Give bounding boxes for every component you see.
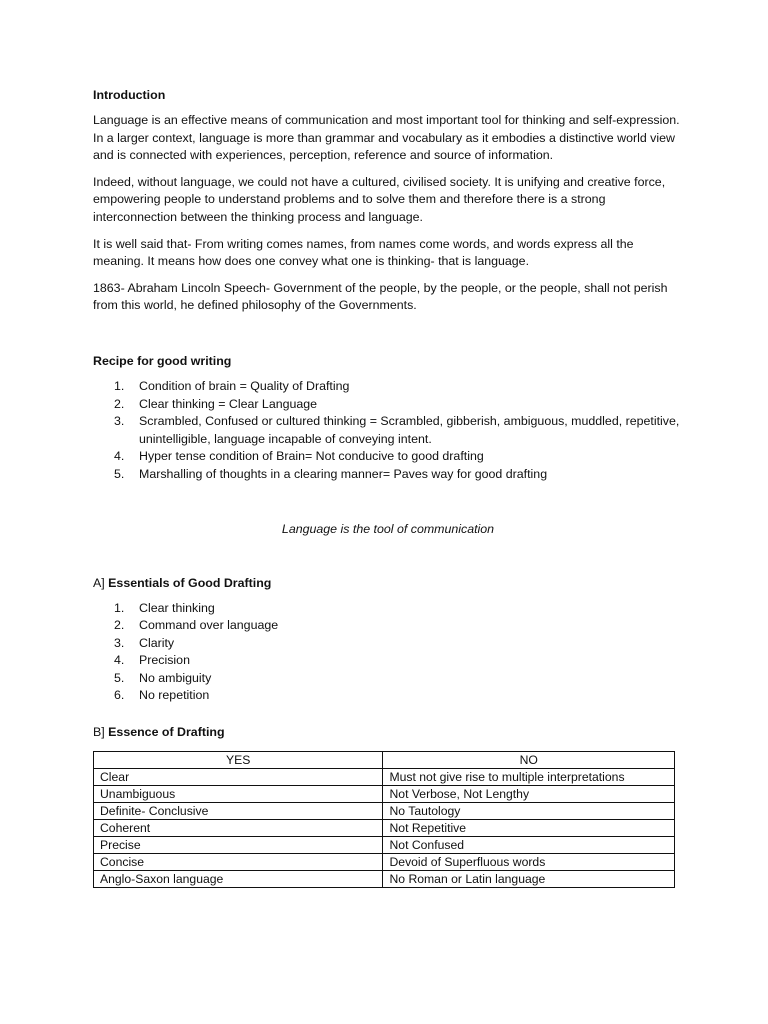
table-cell: No Tautology — [383, 803, 675, 820]
list-number: 2. — [114, 396, 125, 411]
list-item — [93, 652, 683, 670]
list-item — [93, 670, 683, 688]
list-item-text: Clarity — [139, 635, 175, 650]
list-number: 5. — [114, 466, 125, 481]
essence-prefix: B] — [93, 725, 105, 740]
essentials-prefix: A] — [93, 575, 105, 590]
table-cell: No Roman or Latin language — [383, 871, 675, 888]
list-item-text: Marshalling of thoughts in a clearing manner= Paves way for good drafting — [139, 466, 548, 481]
list-number: 1. — [114, 600, 125, 615]
recipe-heading: Recipe for good writing — [93, 353, 232, 368]
intro-paragraph-3: It is well said that- From writing comes names, from names come words, and words express all the meaning. It means how does one convey what one is thinking- that is language. — [93, 236, 634, 269]
table-cell: Anglo-Saxon language — [94, 871, 383, 888]
list-item-text: Clear thinking — [139, 600, 215, 615]
essentials-list — [93, 600, 683, 706]
italic-quote: Language is the tool of communication — [281, 521, 495, 536]
intro-paragraph-4: 1863- Abraham Lincoln Speech- Government of the people, by the people, or the people, shall not perish from this world, he defined philosophy of the Governments. — [93, 280, 668, 313]
table-cell: Unambiguous — [94, 786, 383, 803]
essence-heading-text: Essence of Drafting — [108, 725, 225, 740]
list-number: 2. — [114, 618, 125, 633]
table-row — [94, 820, 675, 837]
list-item-text: No repetition — [139, 688, 210, 703]
list-item — [93, 687, 683, 705]
essence-heading — [93, 723, 683, 741]
list-number: 4. — [114, 449, 125, 464]
list-item-text: Condition of brain = Quality of Drafting — [139, 378, 350, 393]
list-item-text: No ambiguity — [139, 670, 212, 685]
table-cell: Concise — [94, 854, 383, 871]
introduction-heading: Introduction — [93, 88, 166, 102]
table-row — [94, 803, 675, 820]
table-cell: Not Repetitive — [383, 820, 675, 837]
recipe-list — [93, 378, 683, 484]
table-cell: Devoid of Superfluous words — [383, 854, 675, 871]
list-item — [93, 448, 683, 466]
table-cell: Precise — [94, 837, 383, 854]
essentials-heading-text: Essentials of Good Drafting — [108, 575, 272, 590]
table-header-row — [94, 752, 675, 769]
intro-paragraph-1: Language is an effective means of communication and most important tool for thinking and self-expression. In a larger context, language is more than grammar and vocabulary as it embodies a distinctive world view and is connected with experiences, perception, reference and source of information. — [93, 113, 680, 163]
list-number: 3. — [114, 635, 125, 650]
table-row — [94, 837, 675, 854]
list-item — [93, 413, 683, 448]
list-item — [93, 378, 683, 396]
table-row — [94, 786, 675, 803]
table-row — [94, 871, 675, 888]
table-cell: Not Confused — [383, 837, 675, 854]
table-cell: Not Verbose, Not Lengthy — [383, 786, 675, 803]
column-header-no: NO — [383, 752, 675, 769]
column-header-yes: YES — [94, 752, 383, 769]
table-row — [94, 854, 675, 871]
list-item — [93, 617, 683, 635]
list-item — [93, 466, 683, 484]
table-cell: Clear — [94, 769, 383, 786]
list-item — [93, 600, 683, 618]
essentials-heading — [93, 574, 683, 592]
intro-paragraph-2: Indeed, without language, we could not have a cultured, civilised society. It is unifying and creative force, empowering people to understand problems and to solve them and therefore there is a strong interconnection between the thinking process and language. — [93, 174, 666, 224]
list-number: 6. — [114, 688, 125, 703]
table-row — [94, 769, 675, 786]
list-item-text: Clear thinking = Clear Language — [139, 396, 318, 411]
table-cell: Definite- Conclusive — [94, 803, 383, 820]
list-number: 3. — [114, 414, 125, 429]
list-number: 4. — [114, 653, 125, 668]
table-cell: Must not give rise to multiple interpretations — [383, 769, 675, 786]
list-item — [93, 635, 683, 653]
list-item — [93, 396, 683, 414]
essence-table — [93, 751, 675, 888]
list-item-text: Precision — [139, 653, 190, 668]
list-number: 1. — [114, 378, 125, 393]
list-item-text: Command over language — [139, 618, 279, 633]
list-item-text: Hyper tense condition of Brain= Not conducive to good drafting — [139, 449, 484, 464]
document-page — [93, 86, 683, 888]
table-cell: Coherent — [94, 820, 383, 837]
list-number: 5. — [114, 670, 125, 685]
list-item-text: Scrambled, Confused or cultured thinking = Scrambled, gibberish, ambiguous, muddled, repetitive, unintelligible, language incapable of conveying intent. — [139, 414, 680, 446]
